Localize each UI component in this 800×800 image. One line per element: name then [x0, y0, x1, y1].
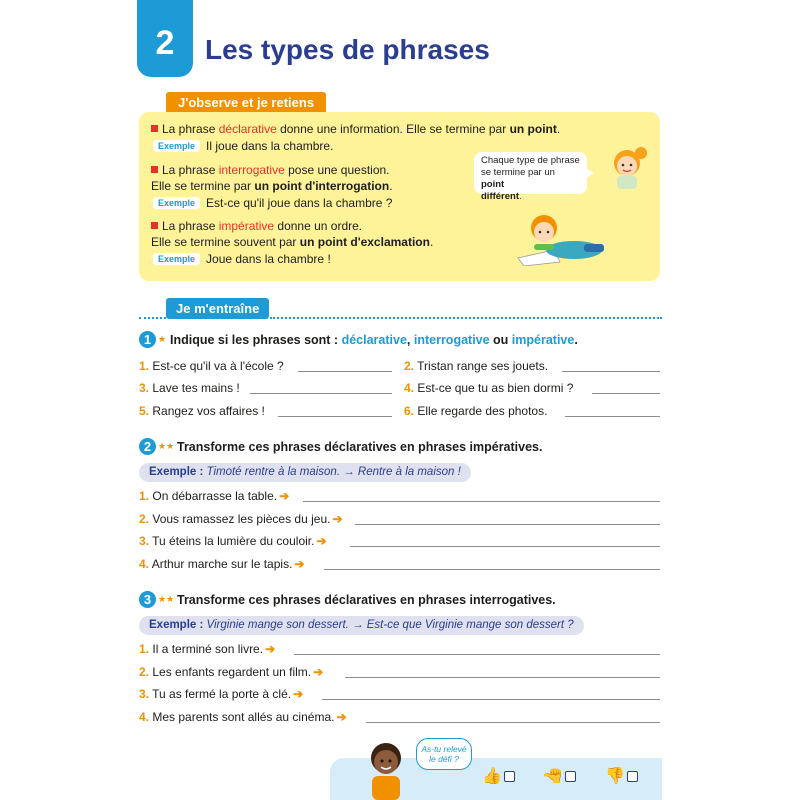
lesson-number: 2	[137, 0, 193, 77]
rule-imperative: La phrase impérative donne un ordre.	[151, 219, 362, 233]
example-pill: Exemple : Virginie mange son dessert. → Est-ce que Virginie mange son dessert ?	[139, 616, 584, 635]
arrow-right-icon: ➔	[294, 557, 305, 571]
checkbox[interactable]	[504, 771, 515, 782]
list-item: 4. Est-ce que tu as bien dormi ?	[404, 381, 574, 395]
bullet-square-icon	[151, 166, 158, 173]
boy-mascot-illustration-icon	[360, 740, 412, 800]
example-pill: Exemple : Timoté rentre à la maison. → Rentre à la maison !	[139, 463, 471, 482]
exercise-number: 3	[139, 591, 156, 608]
rule-example: Exemple Est-ce qu'il joue dans la chambre ?	[153, 196, 392, 210]
rule-example: Exemple Il joue dans la chambre.	[153, 139, 333, 153]
difficulty-stars: ★★	[158, 441, 175, 451]
arrow-right-icon: ➔	[332, 512, 343, 526]
arrow-right-icon: ➔	[336, 710, 347, 724]
boy-drawing-illustration-icon	[514, 210, 606, 266]
list-item: 2. Vous ramassez les pièces du jeu. ➔	[139, 512, 343, 526]
answer-line[interactable]	[562, 371, 660, 372]
rule-example: Exemple Joue dans la chambre !	[153, 252, 331, 266]
list-item: 1. On débarrasse la table. ➔	[139, 489, 290, 503]
answer-line[interactable]	[350, 546, 660, 547]
rule-interrogative: La phrase interrogative pose une question.	[151, 163, 390, 177]
answer-line[interactable]	[250, 393, 392, 394]
list-item: 4. Arthur marche sur le tapis. ➔	[139, 557, 305, 571]
rule-line: Elle se termine par un point d'interrogation.	[151, 179, 393, 193]
thumbs-side-option[interactable]	[543, 766, 576, 786]
bullet-square-icon	[151, 222, 158, 229]
arrow-right-icon: ➔	[316, 534, 327, 548]
rule-line: Elle se termine souvent par un point d'exclamation.	[151, 235, 434, 249]
answer-line[interactable]	[355, 524, 660, 525]
list-item: 3. Tu as fermé la porte à clé. ➔	[139, 687, 304, 701]
exercise-instruction: Indique si les phrases sont : déclarative, interrogative ou impérative.	[170, 333, 578, 347]
practice-tab: Je m'entraîne	[166, 298, 269, 319]
list-item: 6. Elle regarde des photos.	[404, 404, 548, 418]
thumbs-up-option[interactable]	[482, 766, 515, 786]
answer-line[interactable]	[298, 371, 392, 372]
thumbs-up-icon: 👍	[482, 768, 502, 785]
bullet-square-icon	[151, 125, 158, 132]
answer-line[interactable]	[592, 393, 660, 394]
answer-line[interactable]	[324, 569, 660, 570]
thumbs-down-option[interactable]	[605, 766, 638, 786]
girl-illustration-icon	[605, 143, 655, 189]
rule-declarative: La phrase déclarative donne une information. Elle se termine par un point.	[151, 122, 560, 136]
arrow-right-icon: ➔	[279, 489, 290, 503]
answer-line[interactable]	[345, 677, 660, 678]
list-item: 2. Tristan range ses jouets.	[404, 359, 549, 373]
difficulty-stars: ★★	[158, 594, 175, 604]
exercise-number: 2	[139, 438, 156, 455]
answer-line[interactable]	[565, 416, 660, 417]
arrow-right-icon: ➔	[265, 642, 276, 656]
exercise-number: 1	[139, 331, 156, 348]
answer-line[interactable]	[322, 699, 660, 700]
answer-line[interactable]	[366, 722, 660, 723]
page-title: Les types de phrases	[205, 34, 490, 65]
list-item: 3. Tu éteins la lumière du couloir. ➔	[139, 534, 327, 548]
list-item: 1. Est-ce qu'il va à l'école ?	[139, 359, 284, 373]
observe-tab: J'observe et je retiens	[166, 92, 326, 113]
exercise-instruction: Transforme ces phrases déclaratives en phrases interrogatives.	[177, 593, 556, 607]
list-item: 2. Les enfants regardent un film. ➔	[139, 665, 324, 679]
exercise-instruction: Transforme ces phrases déclaratives en phrases impératives.	[177, 440, 543, 454]
answer-line[interactable]	[278, 416, 392, 417]
speech-bubble: Chaque type de phrase se termine par un point différent.	[474, 152, 587, 194]
divider	[139, 317, 166, 319]
list-item: 3. Lave tes mains !	[139, 381, 240, 395]
arrow-right-icon: ➔	[313, 665, 324, 679]
arrow-right-icon: ➔	[293, 687, 304, 701]
checkbox[interactable]	[627, 771, 638, 782]
checkbox[interactable]	[565, 771, 576, 782]
list-item: 4. Mes parents sont allés au cinéma. ➔	[139, 710, 347, 724]
answer-line[interactable]	[294, 654, 660, 655]
answer-line[interactable]	[303, 501, 660, 502]
difficulty-stars: ★	[158, 334, 167, 344]
divider	[270, 317, 662, 319]
thumbs-side-icon: 👍	[544, 766, 562, 786]
challenge-bubble: As-tu relevé le défi ?	[416, 738, 472, 770]
list-item: 5. Rangez vos affaires !	[139, 404, 265, 418]
thumbs-down-icon: 👎	[605, 768, 625, 785]
list-item: 1. Il a terminé son livre. ➔	[139, 642, 276, 656]
